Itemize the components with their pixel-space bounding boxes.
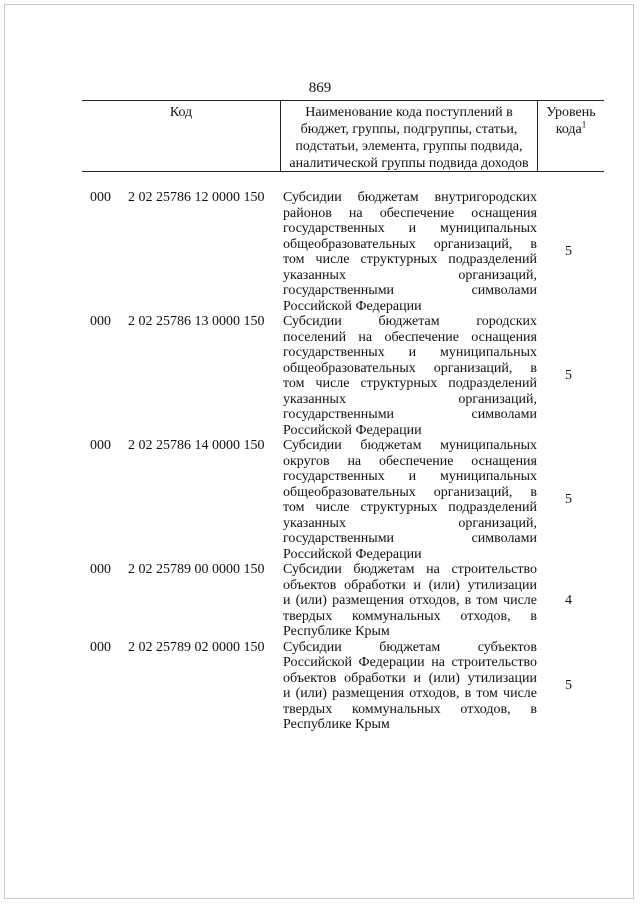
row-prefix: 000 xyxy=(90,314,111,329)
row-description xyxy=(283,190,537,314)
table-row xyxy=(90,562,600,640)
footnote-marker: 1 xyxy=(581,119,587,130)
description-line: указанных организаций, xyxy=(283,391,537,407)
row-code: 2 02 25789 02 0000 150 xyxy=(128,639,265,655)
table-row xyxy=(90,438,600,562)
row-level: 4 xyxy=(565,592,572,608)
description-line: Российской Федерации xyxy=(283,422,422,438)
row-code: 2 02 25786 12 0000 150 xyxy=(128,190,265,205)
page-number: 869 xyxy=(308,80,332,96)
header-level-line xyxy=(538,121,604,138)
description-line: государственных и муниципальных xyxy=(283,345,537,360)
description-line: твердых коммунальных отходов, в xyxy=(283,701,537,717)
table-header xyxy=(82,100,604,172)
description-line: общеобразовательных организаций, в xyxy=(283,236,537,252)
description-line: поселений на обеспечение оснащения xyxy=(283,329,537,345)
description-line: Российской Федерации xyxy=(283,546,422,562)
table-row xyxy=(90,314,600,438)
table-body xyxy=(90,190,600,733)
header-name-line: подстатьи, элемента, группы подвида, xyxy=(295,139,523,154)
description-line: государственными символами xyxy=(283,283,537,298)
description-line: районов на обеспечение оснащения xyxy=(283,205,537,221)
row-prefix: 000 xyxy=(90,639,111,655)
row-description xyxy=(283,438,537,562)
row-level: 5 xyxy=(565,368,572,383)
row-prefix: 000 xyxy=(90,562,111,577)
description-line: Субсидии бюджетам внутригородских xyxy=(283,190,537,205)
description-line: государственных и муниципальных xyxy=(283,221,537,236)
description-line: Республике Крым xyxy=(283,717,390,732)
row-level: 5 xyxy=(565,244,572,259)
description-line: округов на обеспечение оснащения xyxy=(283,453,537,469)
row-code: 2 02 25786 13 0000 150 xyxy=(128,314,265,329)
header-level xyxy=(538,101,604,171)
row-level: 5 xyxy=(565,492,572,507)
description-line: том числе структурных подразделений xyxy=(283,500,537,515)
header-level-word: кода xyxy=(555,122,582,137)
description-line: указанных организаций, xyxy=(283,515,537,531)
description-line: и (или) размещения отходов, в том числе xyxy=(283,686,537,701)
description-line: государственными символами xyxy=(283,407,537,422)
description-line: Субсидии бюджетам субъектов xyxy=(283,639,537,655)
description-line: общеобразовательных организаций, в xyxy=(283,484,537,500)
description-line: государственных и муниципальных xyxy=(283,469,537,484)
header-name-line: бюджет, группы, подгруппы, статьи, xyxy=(300,122,518,137)
row-code: 2 02 25786 14 0000 150 xyxy=(128,438,265,453)
description-line: том числе структурных подразделений xyxy=(283,376,537,391)
description-line: Республике Крым xyxy=(283,624,390,639)
description-line: том числе структурных подразделений xyxy=(283,252,537,267)
description-line: государственными символами xyxy=(283,531,537,546)
description-line: Российской Федерации на строительство xyxy=(283,655,537,670)
description-line: и (или) размещения отходов, в том числе xyxy=(283,593,537,608)
description-line: Субсидии бюджетам на строительство xyxy=(283,562,537,577)
header-name xyxy=(280,101,538,171)
row-prefix: 000 xyxy=(90,190,111,205)
table-row xyxy=(90,190,600,314)
row-description xyxy=(283,640,537,733)
row-description xyxy=(283,562,537,640)
description-line: твердых коммунальных отходов, в xyxy=(283,608,537,624)
row-code: 2 02 25789 00 0000 150 xyxy=(128,562,265,577)
header-name-line: Наименование кода поступлений в xyxy=(305,105,513,120)
header-level-line: Уровень xyxy=(546,105,596,120)
table-row xyxy=(90,640,600,733)
header-name-line: аналитической группы подвида доходов xyxy=(289,156,529,171)
description-line: объектов обработки и (или) утилизации xyxy=(283,577,537,593)
description-line: Субсидии бюджетам городских xyxy=(283,314,537,329)
row-description xyxy=(283,314,537,438)
description-line: общеобразовательных организаций, в xyxy=(283,360,537,376)
description-line: Российской Федерации xyxy=(283,298,422,314)
description-line: указанных организаций, xyxy=(283,267,537,283)
header-code: Код xyxy=(169,105,193,120)
description-line: Субсидии бюджетам муниципальных xyxy=(283,438,537,453)
row-prefix: 000 xyxy=(90,438,111,453)
description-line: объектов обработки и (или) утилизации xyxy=(283,670,537,686)
row-level: 5 xyxy=(565,678,572,693)
